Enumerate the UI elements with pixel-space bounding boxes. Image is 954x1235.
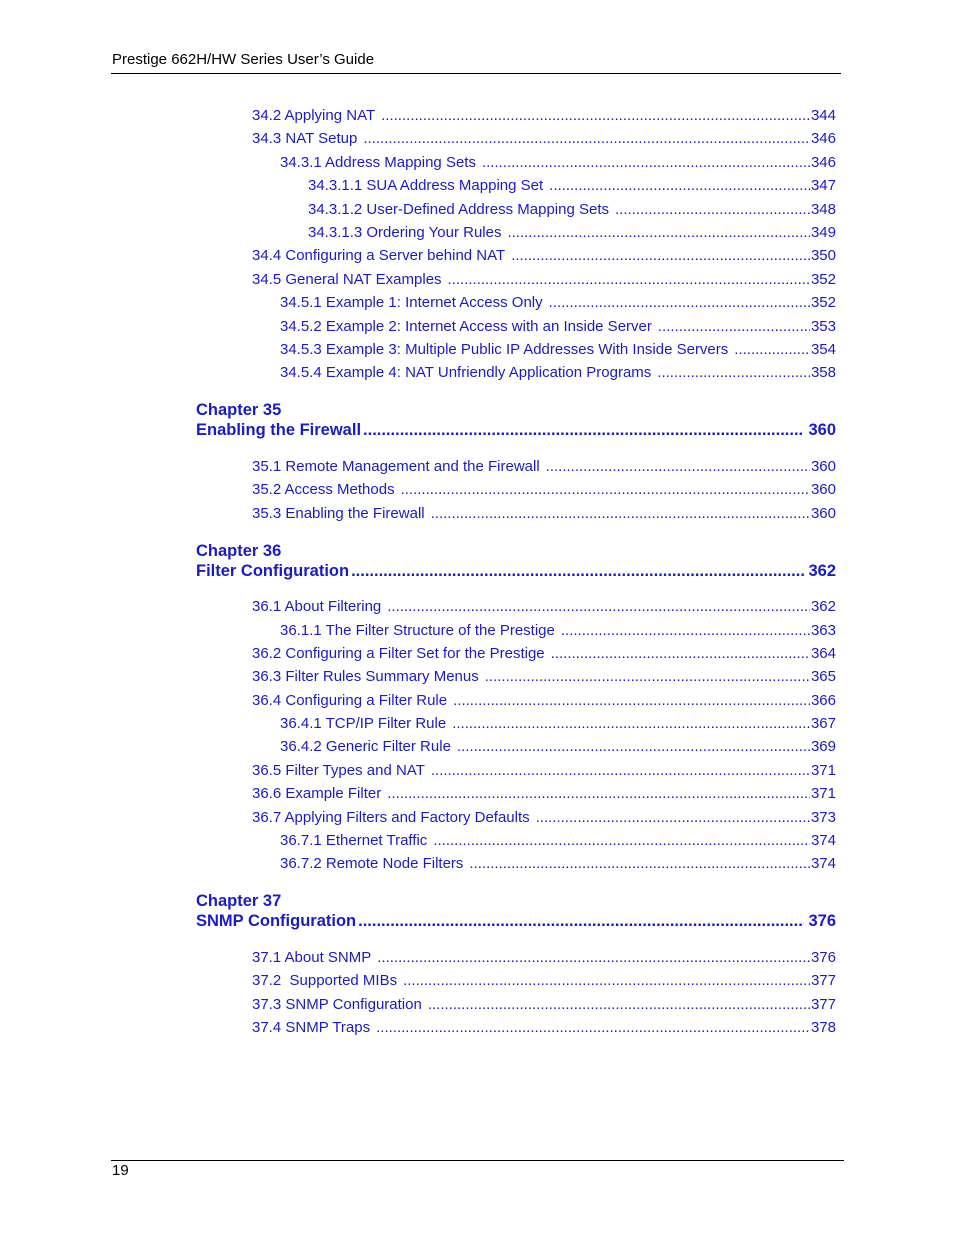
dot-leader bbox=[457, 737, 810, 757]
dot-leader bbox=[482, 153, 810, 173]
toc-entry-34-5-2[interactable]: 34.5.2 Example 2: Internet Access with an Inside Server ..... 353 bbox=[280, 317, 836, 337]
toc-chapter-35[interactable]: Enabling the Firewall ..... 360 bbox=[196, 419, 836, 441]
toc-entry-34-5-1[interactable]: 34.5.1 Example 1: Internet Access Only ..... 352 bbox=[280, 293, 836, 313]
dot-leader bbox=[549, 176, 810, 196]
toc-entry-36-4-2[interactable]: 36.4.2 Generic Filter Rule ..... 369 bbox=[280, 737, 836, 757]
toc-entry-35-3[interactable]: 35.3 Enabling the Firewall ..... 360 bbox=[252, 504, 836, 524]
dot-leader bbox=[351, 560, 804, 582]
dot-leader bbox=[511, 246, 810, 266]
dot-leader bbox=[657, 363, 810, 383]
toc-entry-34-3[interactable]: 34.3 NAT Setup ..... 346 bbox=[252, 129, 836, 149]
toc-entry-37-4[interactable]: 37.4 SNMP Traps ..... 378 bbox=[252, 1018, 836, 1038]
toc-entry-36-7[interactable]: 36.7 Applying Filters and Factory Defaults ..... 373 bbox=[252, 808, 836, 828]
dot-leader bbox=[561, 621, 810, 641]
dot-leader bbox=[358, 910, 804, 932]
toc-entry-35-2[interactable]: 35.2 Access Methods ..... 360 bbox=[252, 480, 836, 500]
page-header-title: Prestige 662H/HW Series User’s Guide bbox=[112, 51, 375, 68]
dot-leader bbox=[377, 948, 810, 968]
toc-entry-35-1[interactable]: 35.1 Remote Management and the Firewall ..... 360 bbox=[252, 457, 836, 477]
dot-leader bbox=[615, 200, 810, 220]
toc-entry-34-3-1[interactable]: 34.3.1 Address Mapping Sets ..... 346 bbox=[280, 153, 836, 173]
dot-leader bbox=[453, 691, 810, 711]
dot-leader bbox=[485, 667, 810, 687]
dot-leader bbox=[381, 106, 810, 126]
toc-entry-36-1-1[interactable]: 36.1.1 The Filter Structure of the Prestige ..... 363 bbox=[280, 621, 836, 641]
dot-leader bbox=[507, 223, 810, 243]
toc-chapter-36[interactable]: Filter Configuration ..... 362 bbox=[196, 560, 836, 582]
dot-leader bbox=[551, 644, 810, 664]
dot-leader bbox=[387, 784, 810, 804]
toc-entry-36-7-2[interactable]: 36.7.2 Remote Node Filters ..... 374 bbox=[280, 854, 836, 874]
dot-leader bbox=[428, 995, 810, 1015]
dot-leader bbox=[433, 831, 810, 851]
dot-leader bbox=[401, 480, 810, 500]
toc-entry-36-1[interactable]: 36.1 About Filtering ..... 362 bbox=[252, 597, 836, 617]
toc-entry-37-2[interactable]: 37.2 Supported MIBs ..... 377 bbox=[252, 971, 836, 991]
toc-entry-34-3-1-2[interactable]: 34.3.1.2 User-Defined Address Mapping Sets ..... 348 bbox=[308, 200, 836, 220]
dot-leader bbox=[431, 504, 810, 524]
toc-entry-36-3[interactable]: 36.3 Filter Rules Summary Menus ..... 365 bbox=[252, 667, 836, 687]
chapter-label: Chapter 35 bbox=[196, 401, 282, 419]
toc-entry-34-5-3[interactable]: 34.5.3 Example 3: Multiple Public IP Addresses With Inside Servers ..... 354 bbox=[280, 340, 836, 360]
dot-leader bbox=[448, 270, 810, 290]
toc-entry-36-7-1[interactable]: 36.7.1 Ethernet Traffic ..... 374 bbox=[280, 831, 836, 851]
dot-leader bbox=[363, 419, 804, 441]
dot-leader bbox=[469, 854, 810, 874]
footer-divider bbox=[111, 1160, 844, 1161]
dot-leader bbox=[387, 597, 810, 617]
dot-leader bbox=[549, 293, 810, 313]
dot-leader bbox=[376, 1018, 810, 1038]
toc-entry-34-3-1-1[interactable]: 34.3.1.1 SUA Address Mapping Set ..... 347 bbox=[308, 176, 836, 196]
toc-entry-34-5-4[interactable]: 34.5.4 Example 4: NAT Unfriendly Application Programs ..... 358 bbox=[280, 363, 836, 383]
toc-entry-36-4-1[interactable]: 36.4.1 TCP/IP Filter Rule ..... 367 bbox=[280, 714, 836, 734]
toc-entry-34-4[interactable]: 34.4 Configuring a Server behind NAT ..... 350 bbox=[252, 246, 836, 266]
toc-entry-36-4[interactable]: 36.4 Configuring a Filter Rule ..... 366 bbox=[252, 691, 836, 711]
toc-entry-34-2[interactable]: 34.2 Applying NAT ..... 344 bbox=[252, 106, 836, 126]
footer-page-number: 19 bbox=[112, 1162, 129, 1179]
dot-leader bbox=[403, 971, 810, 991]
toc-entry-34-3-1-3[interactable]: 34.3.1.3 Ordering Your Rules ..... 349 bbox=[308, 223, 836, 243]
dot-leader bbox=[452, 714, 810, 734]
dot-leader bbox=[536, 808, 810, 828]
dot-leader bbox=[658, 317, 810, 337]
toc-entry-36-5[interactable]: 36.5 Filter Types and NAT ..... 371 bbox=[252, 761, 836, 781]
toc-entry-34-5[interactable]: 34.5 General NAT Examples ..... 352 bbox=[252, 270, 836, 290]
toc-entry-37-1[interactable]: 37.1 About SNMP ..... 376 bbox=[252, 948, 836, 968]
dot-leader bbox=[546, 457, 810, 477]
dot-leader bbox=[734, 340, 810, 360]
toc-entry-36-2[interactable]: 36.2 Configuring a Filter Set for the Prestige ..... 364 bbox=[252, 644, 836, 664]
toc-entry-37-3[interactable]: 37.3 SNMP Configuration ..... 377 bbox=[252, 995, 836, 1015]
toc-entry-36-6[interactable]: 36.6 Example Filter ..... 371 bbox=[252, 784, 836, 804]
chapter-label: Chapter 36 bbox=[196, 542, 282, 560]
chapter-label: Chapter 37 bbox=[196, 892, 282, 910]
toc-chapter-37[interactable]: SNMP Configuration ..... 376 bbox=[196, 910, 836, 932]
dot-leader bbox=[363, 129, 810, 149]
dot-leader bbox=[431, 761, 810, 781]
